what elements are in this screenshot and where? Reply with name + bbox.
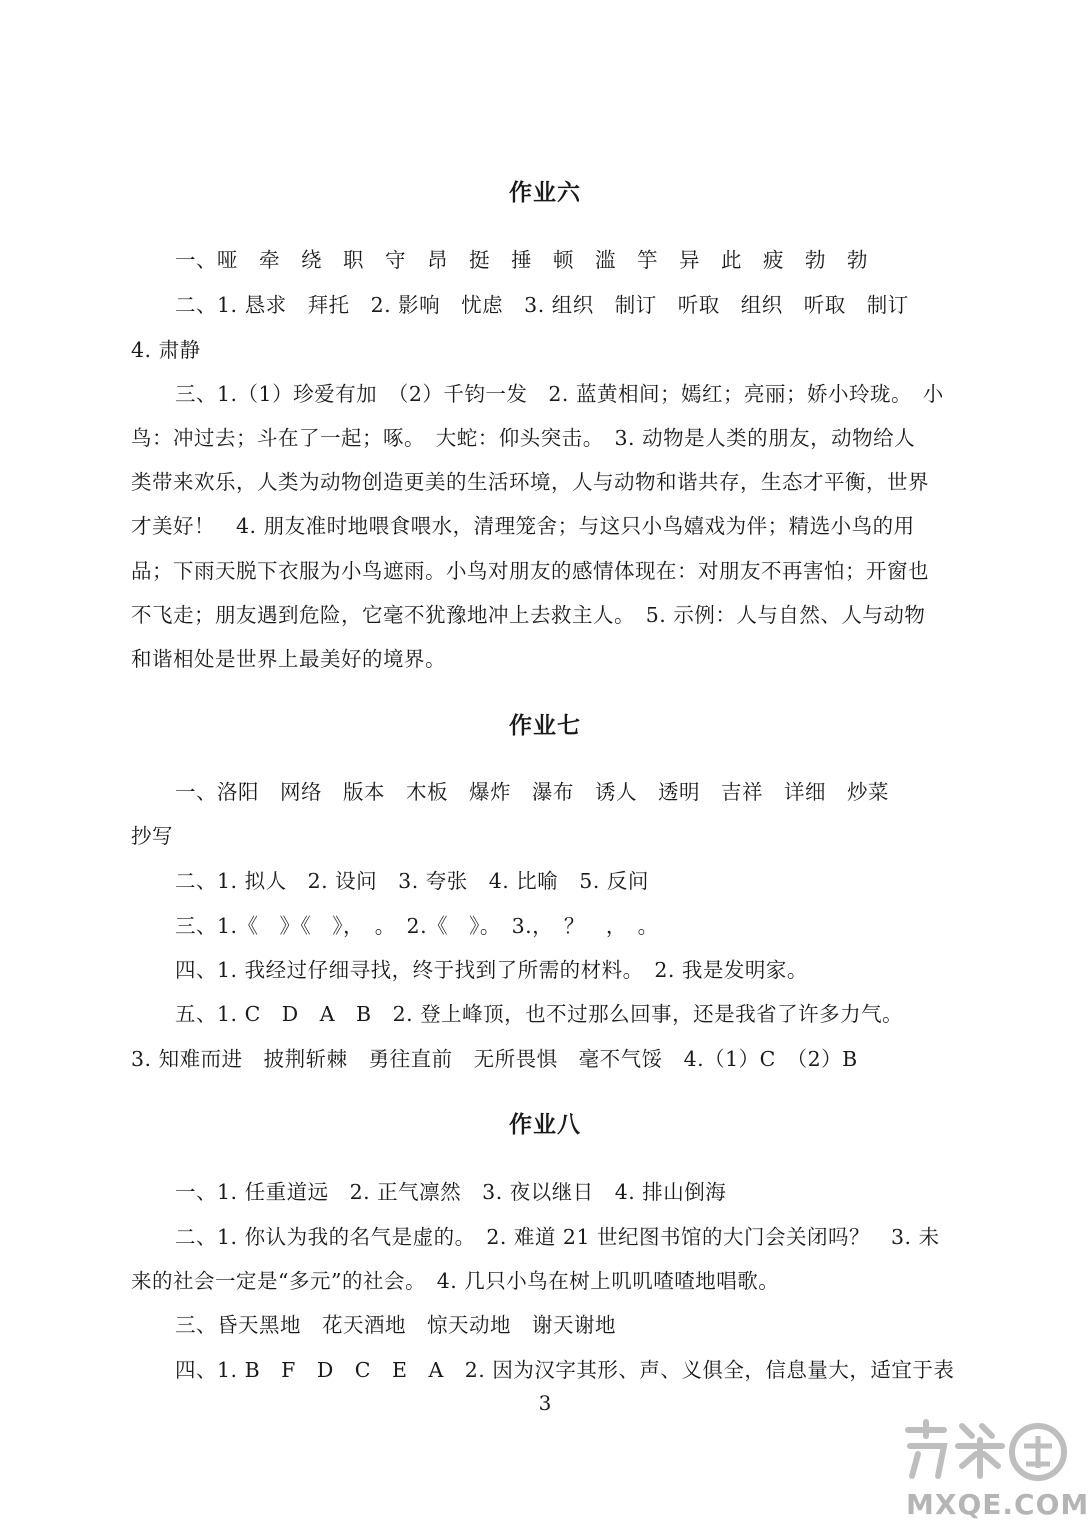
answer-line: 三、1.（1）珍爱有加 （2）千钧一发 2. 蓝黄相间；嫣红；亮丽；娇小玲珑。 小: [175, 382, 944, 406]
answer-line: 四、1. B F D C E A 2. 因为汉字其形、声、义俱全，信息量大，适宜于表: [175, 1358, 955, 1382]
answer-line: 四、1. 我经过仔细寻找，终于找到了所需的材料。 2. 我是发明家。: [175, 958, 808, 982]
answer-line: 类带来欢乐，人类为动物创造更美的生活环境，人与动物和谐共存，生态才平衡，世界: [131, 470, 929, 494]
section-title: 作业七: [509, 713, 581, 739]
answer-line: 3. 知难而进 披荆斩棘 勇往直前 无所畏惧 毫不气馁 4.（1）C （2）B: [131, 1047, 858, 1071]
page-number: 3: [538, 1391, 552, 1415]
answer-line: 一、洛阳 网络 版本 木板 爆炸 瀑布 诱人 透明 吉祥 详细 炒菜: [175, 780, 889, 804]
answer-line: 4. 肃静: [131, 338, 201, 362]
watermark-url: MXQE.COM: [906, 1488, 1090, 1521]
section-title: 作业六: [509, 180, 581, 206]
answer-line: 二、1. 拟人 2. 设问 3. 夸张 4. 比喻 5. 反问: [175, 869, 649, 893]
answer-line: 不飞走；朋友遇到危险，它毫不犹豫地冲上去救主人。 5. 示例：人与自然、人与动物: [131, 603, 926, 627]
answer-line: 抄写: [131, 824, 173, 848]
answer-line: 鸟：冲过去；斗在了一起；啄。 大蛇：仰头突击。 3. 动物是人类的朋友，动物给人: [131, 426, 916, 450]
answer-line: 一、哑 牵 绕 职 守 昂 挺 捶 顿 滥 竽 异 此 疲 勃 勃: [175, 248, 868, 272]
answer-line: 二、1. 恳求 拜托 2. 影响 忧虑 3. 组织 制订 听取 组织 听取 制订: [175, 293, 909, 317]
watermark-mark: [896, 1416, 1076, 1486]
answer-line: 三、昏天黑地 花天酒地 惊天动地 谢天谢地: [175, 1313, 616, 1337]
answer-line: 来的社会一定是“多元”的社会。 4. 几只小鸟在树上叽叽喳喳地唱歌。: [131, 1269, 780, 1293]
answer-line: 品；下雨天脱下衣服为小鸟遮雨。小鸟对朋友的感情体现在：对朋友不再害怕；开窗也: [131, 559, 929, 583]
answer-line: 才美好！ 4. 朋友准时地喂食喂水，清理笼舍；与这只小鸟嬉戏为伴；精选小鸟的用: [131, 514, 915, 538]
answer-line: 五、1. C D A B 2. 登上峰顶，也不过那么回事，还是我省了许多力气。: [175, 1002, 904, 1026]
section-title: 作业八: [509, 1112, 581, 1138]
watermark-logo: [896, 1416, 1090, 1526]
answer-line: 和谐相处是世界上最美好的境界。: [131, 647, 446, 671]
answer-line: 一、1. 任重道远 2. 正气凛然 3. 夜以继日 4. 排山倒海: [175, 1180, 727, 1204]
answer-line: 二、1. 你认为我的名气是虚的。 2. 难道 21 世纪图书馆的大门会关闭吗？ 3. 未: [175, 1225, 940, 1249]
answer-line: 三、1.《 》《 》， 。 2.《 》。 3.， ？ ， 。: [175, 914, 659, 938]
